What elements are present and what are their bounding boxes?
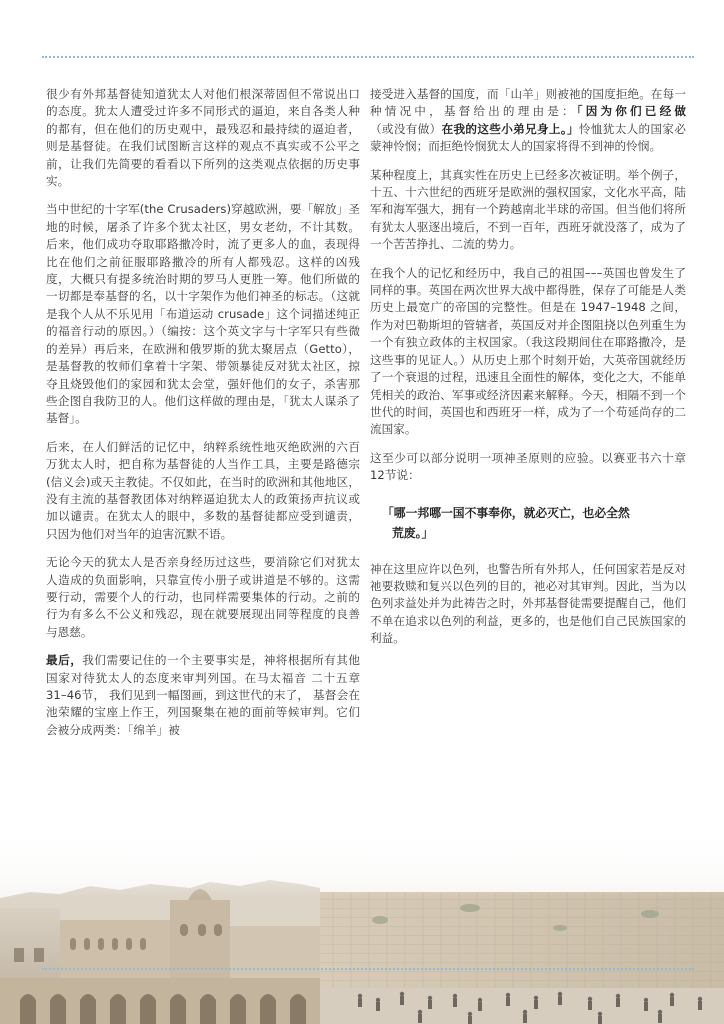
paragraph: 神在这里应许以色列，也警告所有外邦人，任何国家若是反对祂要救赎和复兴以色列的目的，祂必对其审判。因此，当为以色列求益处并为此祷告之时，外邦基督徒需要提醒自己，他们不单在追求以色列的利益，更多的，也是他们自己民族国家的利益。 <box>370 561 686 646</box>
scripture-quote <box>382 503 686 543</box>
paragraph-text: 我们需要记住的一个主要事实是，神将根据所有其他国家对待犹太人的态度来审判列国。在马太福音 二十五章31–46节， 我们见到一幅图画，到这世代的末了， 基督会在池荣耀的宝座上作王，列国聚集在祂的面前等候审判。它们会被分成两类：「绵羊」被 <box>46 653 361 737</box>
bold-quote: 在我的这些小弟兄身上。」 <box>441 121 579 136</box>
paragraph-text: （或没有做） <box>370 121 442 136</box>
paragraph: 当中世纪的十字军(the Crusaders)穿越欧洲，要「解放」圣地的时候，屠杀了许多个犹太社区，男女老幼，不计其数。后来，他们成功夺取耶路撒冷时，流了更多人的血，表现得比在他们之前征服耶路撒冷的所有人都残忍。这样的凶残度，大概只有提多统治时期的罗马人更胜一筹。他们所做的一切都是奉基督的名，以十字架作为他们神圣的标志。（这就是我个人从不乐见用「布道运动 crusade」这个词描述纯正的福音行动的原因。）（编按：这个英文字与十字军只有些微的差异）再后来，在欧洲和俄罗斯的犹太聚居点（Getto），是基督教的牧师们拿着十字架、带领暴徒反对犹太社区，掠夺且烧毁他们的家园和犹太会堂，强奸他们的女子，杀害那些企图自我防卫的人。他们这样做的理由是，「犹太人谋杀了基督」。 <box>46 202 360 426</box>
quote-line: 荒废。」 <box>392 525 434 540</box>
bold-lead: 最后， <box>46 653 83 668</box>
paragraph-text: 接受进入基督的国度，而「山羊」则被祂的国度拒绝。在每一种情况中，基督给出的理由是： <box>370 87 686 119</box>
photo-fade-overlay <box>0 828 724 898</box>
paragraph: 后来，在人们鲜活的记忆中，纳粹系统性地灭绝欧洲的六百万犹太人时，把自称为基督徒的人当作工具，主要是路德宗(信义会)或天主教徒。不仅如此，在当时的欧洲和其他地区，没有主流的基督教团体对纳粹逼迫犹太人的政策扬声抗议或加以谴责。在犹太人的眼中，多数的基督徒都应受到谴责，只因为他们对当年的迫害沉默不语。 <box>46 439 360 541</box>
right-column <box>370 86 686 659</box>
paragraph <box>46 652 360 739</box>
paragraph: 某种程度上，其真实性在历史上已经多次被证明。举个例子，十五、十六世纪的西班牙是欧洲的强权国家，文化水平高，陆军和海军强大，拥有一个跨越南北半球的帝国。但当他们将所有犹太人驱逐出境后，不到一百年，西班牙就没落了，成为了一个苦苦挣扎、二流的势力。 <box>370 167 686 252</box>
paragraph: 很少有外邦基督徒知道犹太人对他们根深蒂固但不常说出口的态度。犹太人遭受过许多不同形式的逼迫，来自各类人种的都有，但在他们的历史观中，最残忍和最持续的逼迫者，则是基督徒。在我们试图断言这样的观点不真实或不公平之前，让我们先简要的看看以下所列的这类观点依据的历史事实。 <box>46 87 360 189</box>
quote-line: 「哪一邦哪一国不事奉你，就必灭亡，也必全然 <box>382 505 630 520</box>
top-dotted-rule <box>42 56 694 58</box>
paragraph: 无论今天的犹太人是否亲身经历过这些，要消除它们对犹太人造成的负面影响，只靠宣传小册子或讲道是不够的。这需要行动，需要个人的行动，也同样需要集体的行动。之前的行为有多么不公义和残忍，现在就要展现出同等程度的良善与恩慈。 <box>46 555 360 639</box>
bottom-dotted-rule <box>42 968 694 970</box>
bold-quote: 「因为你们已经做 <box>576 104 686 119</box>
left-column <box>46 86 360 750</box>
paragraph: 在我个人的记忆和经历中，我自己的祖国–––英国也曾发生了同样的事。英国在两次世界大战中都得胜，保存了可能是人类历史上最宽广的帝国的完整性。但是在 1947–1948 之间，作为对巴勒斯坦的管辖者，英国反对并企图阻挠以色列重生为一个有独立政体的主权国家。（我这段期间住在耶路撒冷，是这些事的见证人。）从历史上那个时刻开始，大英帝国就经历了一个衰退的过程，迅速且全面性的解体，变化之大，不能单凭相关的政治、军事或经济因素来解释。今天，相隔不到一个世代的时间，英国也和西班牙一样，成为了一个苟延尚存的二流国家。 <box>370 265 686 437</box>
paragraph <box>370 86 686 156</box>
paragraph: 这至少可以部分说明一项神圣原则的应验。以赛亚书六十章12节说： <box>370 450 686 483</box>
paragraph-text: 怜恤犹太人的国家必蒙神怜悯；而拒绝怜悯犹太人的国家将得不到神的怜悯。 <box>370 121 686 154</box>
